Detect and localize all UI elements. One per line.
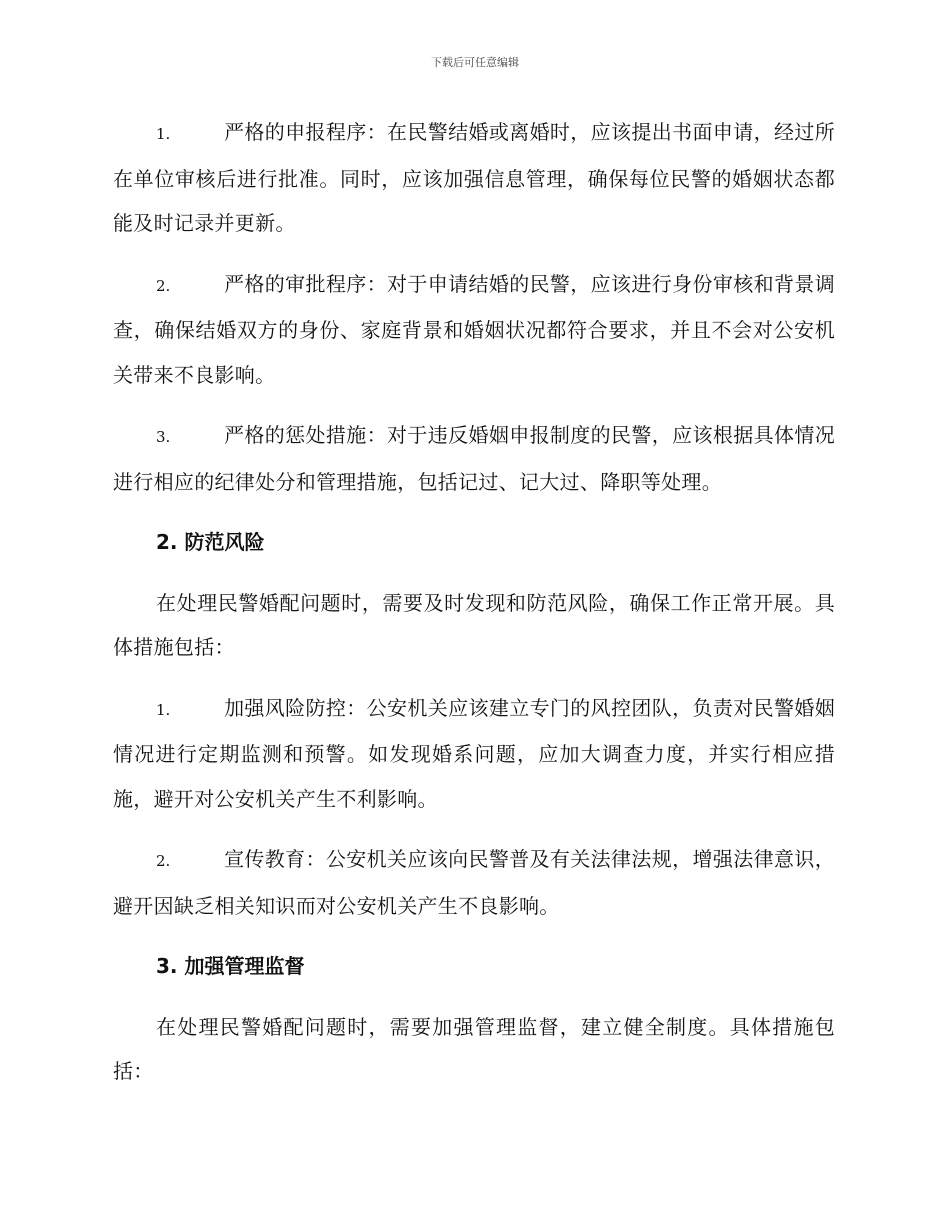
list-item — [113, 413, 835, 504]
list-item-text: 加强风险防控：公安机关应该建立专门的风控团队，负责对民警婚姻情况进行定期监测和预警。如发现婚系问题，应加大调查力度，并实行相应措施，避开对公安机关产生不利影响。 — [113, 695, 835, 811]
section-intro: 在处理民警婚配问题时，需要加强管理监督，建立健全制度。具体措施包括： — [113, 1014, 835, 1083]
list-item — [113, 686, 835, 822]
list-item — [113, 110, 835, 246]
page-header: 下载后可任意编辑 — [431, 56, 519, 69]
section-heading-management: 3. 加强管理监督 — [156, 954, 305, 978]
list-item-text: 严格的审批程序：对于申请结婚的民警，应该进行身份审核和背景调查，确保结婚双方的身份、家庭背景和婚姻状况都符合要求，并且不会对公安机关带来不良影响。 — [113, 271, 835, 387]
list-item-text: 严格的惩处措施：对于违反婚姻申报制度的民警，应该根据具体情况进行相应的纪律处分和管理措施，包括记过、记大过、降职等处理。 — [113, 423, 835, 494]
list-item-text: 严格的申报程序：在民警结婚或离婚时，应该提出书面申请，经过所在单位审核后进行批准。同时，应该加强信息管理，确保每位民警的婚姻状态都能及时记录并更新。 — [113, 120, 835, 235]
list-item-number: 1. — [156, 700, 171, 719]
section-intro: 在处理民警婚配问题时，需要及时发现和防范风险，确保工作正常开展。具体措施包括： — [113, 590, 835, 659]
document-body — [113, 110, 835, 1110]
list-item — [113, 837, 835, 928]
list-item-number: 2. — [156, 852, 171, 870]
list-item-number: 3. — [156, 428, 171, 446]
list-item-number: 1. — [156, 125, 171, 143]
list-item — [113, 262, 835, 398]
list-item-text: 宣传教育：公安机关应该向民警普及有关法律法规，增强法律意识，避开因缺乏相关知识而对公安机关产生不良影响。 — [113, 847, 835, 918]
section-heading-risk: 2. 防范风险 — [156, 530, 265, 554]
list-item-number: 2. — [156, 276, 171, 295]
